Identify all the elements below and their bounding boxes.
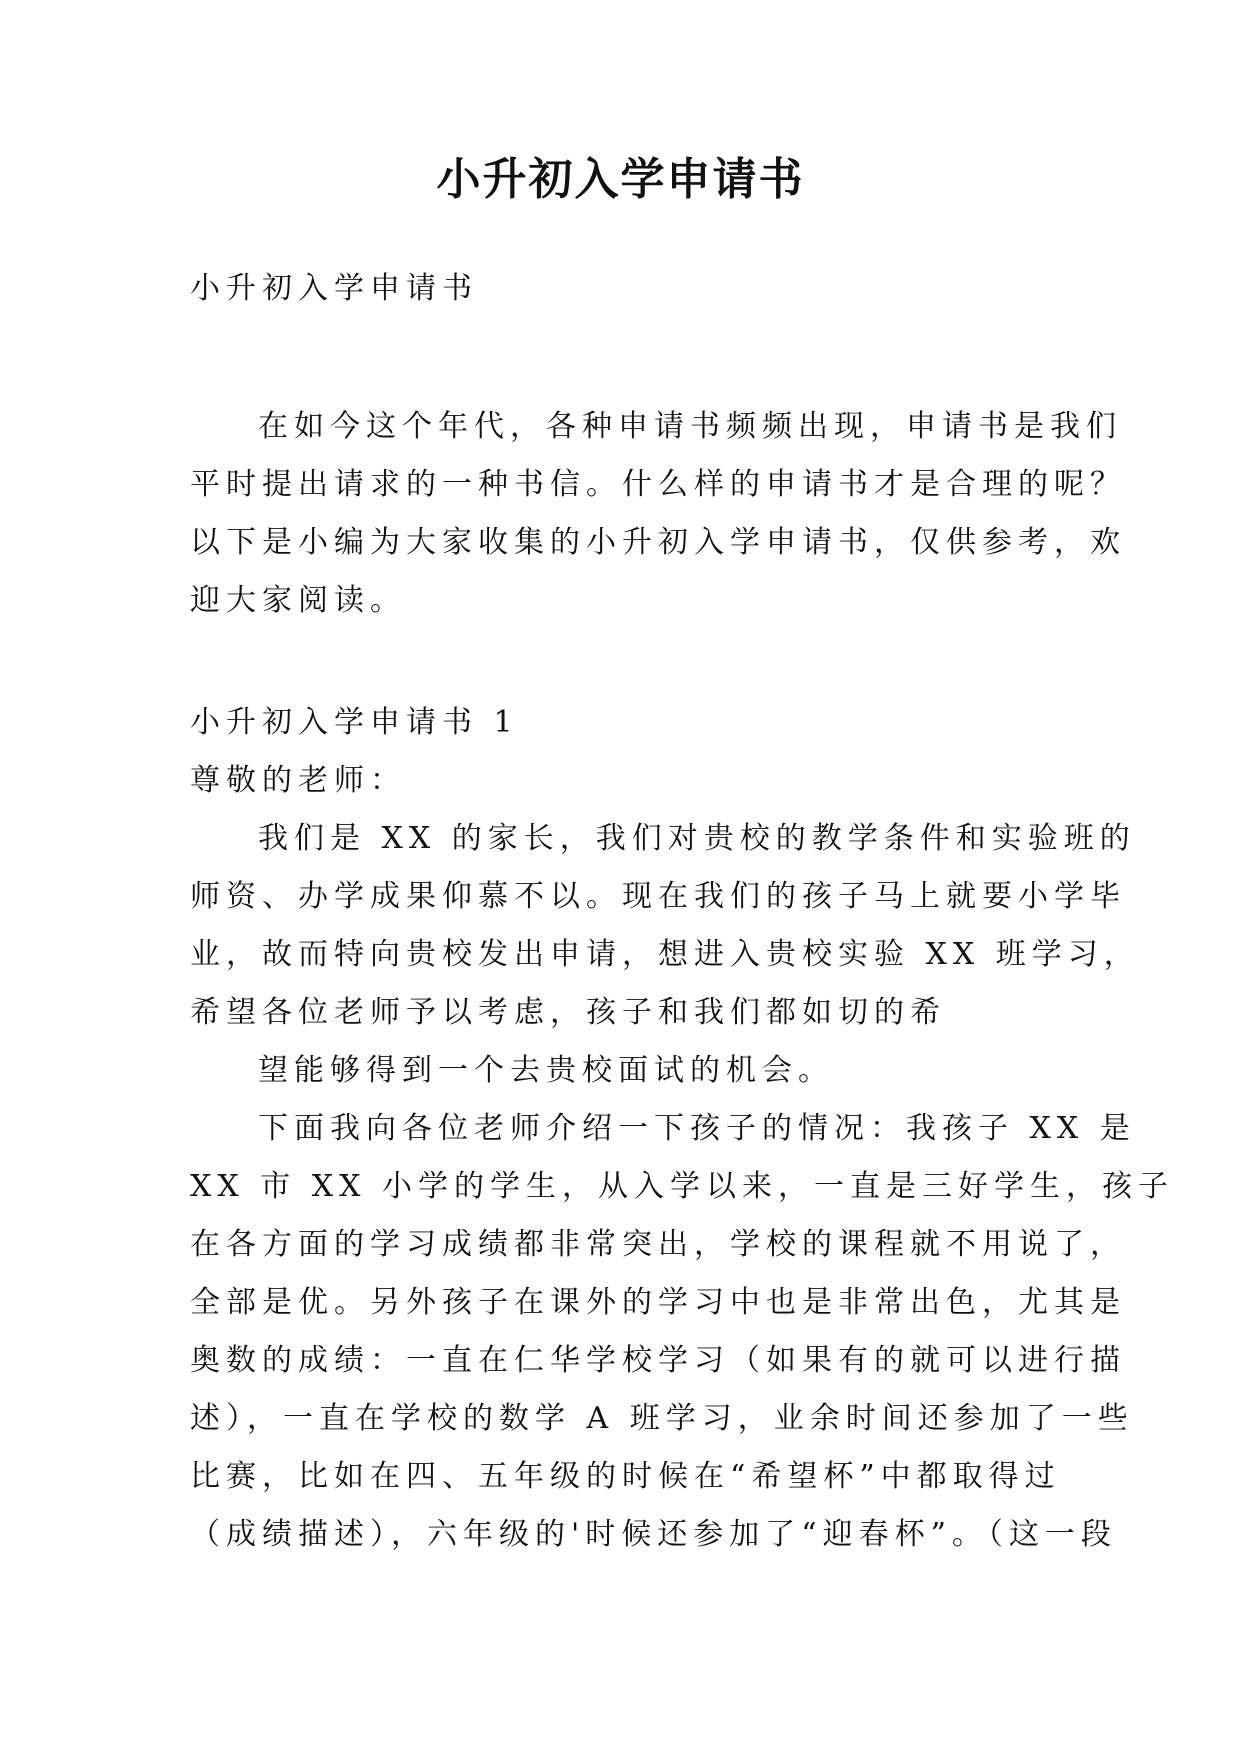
document-subtitle <box>190 260 1070 318</box>
letter-line: 下面我向各位老师介绍一下孩子的情况：我孩子 XX 是 <box>258 1111 1136 1146</box>
intro-line: 平时提出请求的一种书信。什么样的申请书才是合理的呢？ <box>190 467 1126 502</box>
letter-body <box>190 694 1175 1564</box>
intro-paragraph <box>190 398 1126 630</box>
intro-line: 迎大家阅读。 <box>190 583 406 618</box>
letter-line: 业，故而特向贵校发出申请，想进入贵校实验 XX 班学习， <box>190 937 1140 972</box>
intro-line: 以下是小编为大家收集的小升初入学申请书，仅供参考，欢 <box>190 525 1126 560</box>
letter-line: 奥数的成绩：一直在仁华学校学习（如果有的就可以进行描 <box>190 1343 1126 1378</box>
letter-line: 希望各位老师予以考虑，孩子和我们都如切的希 <box>190 995 946 1030</box>
letter-line: 全部是优。另外孩子在课外的学习中也是非常出色，尤其是 <box>190 1285 1126 1320</box>
letter-line: 望能够得到一个去贵校面试的机会。 <box>258 1053 834 1088</box>
subtitle-text: 小升初入学申请书 <box>190 271 478 306</box>
document-title: 小升初入学申请书 <box>436 154 805 205</box>
letter-line: XX 市 XX 小学的学生，从入学以来，一直是三好学生，孩子 <box>190 1169 1175 1204</box>
salutation: 尊敬的老师： <box>190 763 406 798</box>
intro-line: 在如今这个年代，各种申请书频频出现，申请书是我们 <box>258 409 1122 444</box>
section-heading: 小升初入学申请书 1 <box>190 705 519 740</box>
letter-line: 在各方面的学习成绩都非常突出，学校的课程就不用说了， <box>190 1227 1126 1262</box>
letter-line: 师资、办学成果仰慕不以。现在我们的孩子马上就要小学毕 <box>190 879 1126 914</box>
letter-line: 述），一直在学校的数学 A 班学习，业余时间还参加了一些 <box>190 1401 1134 1436</box>
letter-line: 我们是 XX 的家长，我们对贵校的教学条件和实验班的 <box>258 821 1136 856</box>
letter-line: （成绩描述），六年级的'时候还参加了“迎春杯”。（这一段 <box>190 1517 1117 1552</box>
letter-line: 比赛，比如在四、五年级的时候在“希望杯”中都取得过 <box>190 1459 1061 1494</box>
